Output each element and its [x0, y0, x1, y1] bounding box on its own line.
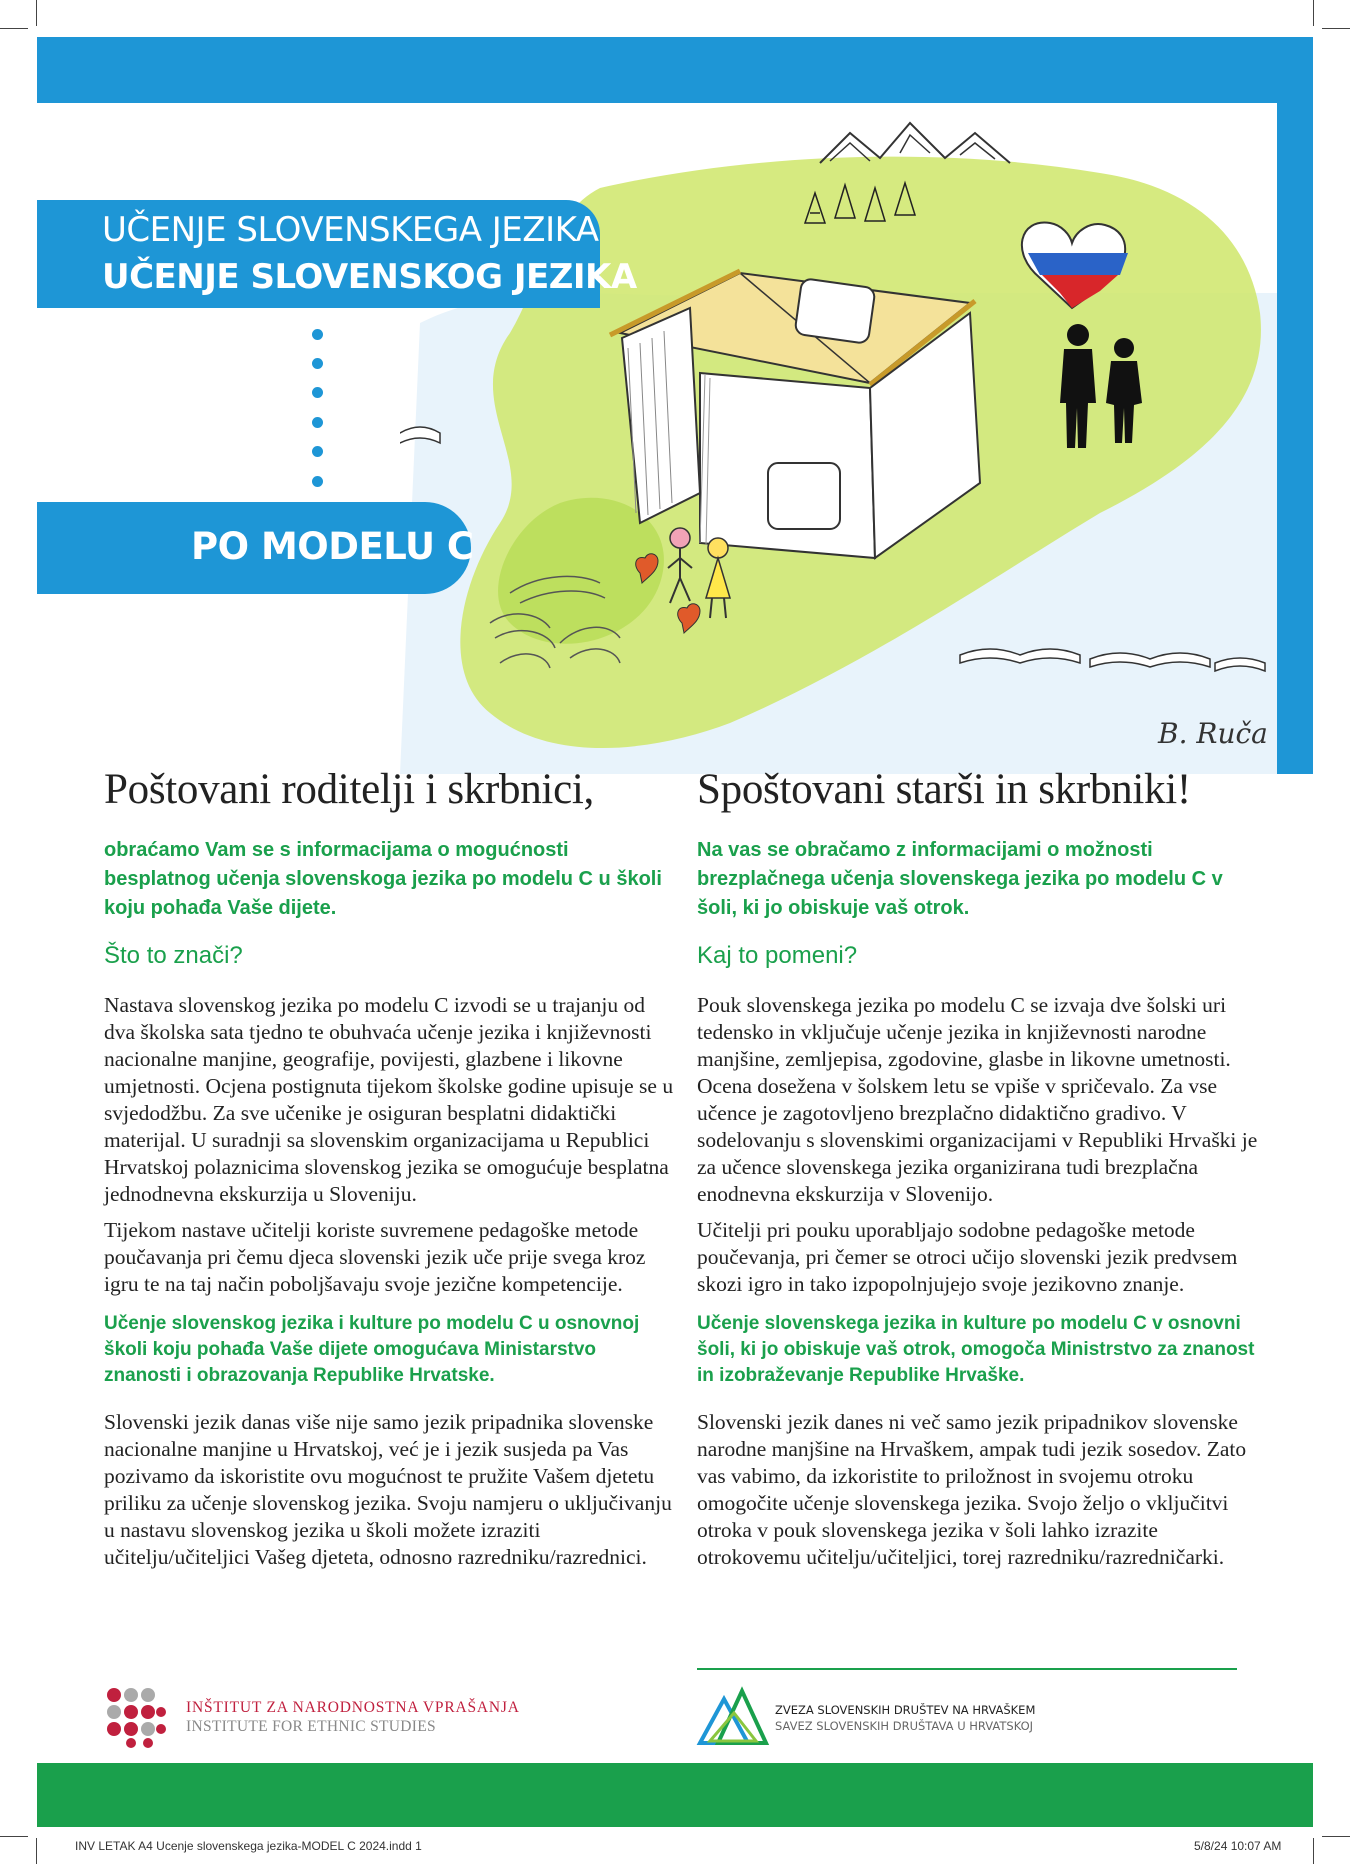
dot [312, 417, 323, 428]
crop-mark [1313, 0, 1314, 26]
intro-croatian: obraćamo Vam se s informacijama o mogućnosti besplatnog učenja slovenskoga jezika po modelu C u školi koju pohađa Vaše dijete. [104, 839, 662, 919]
paragraph-croatian-1: Nastava slovenskog jezika po modelu C izvodi se u trajanju od dva školska sata tjedno te obuhvaća učenje jezika i književnosti nacionalne manjine, geografije, povijesti, glazbene i likovne umjetnosti. Ocjena postignuta tijekom školske godine upisuje se u svjedodžbu. Za sve učenike je osiguran besplatni didaktički materijal. U suradnji sa slovenskim organizacijama u Republici Hrvatskoj polaznicima slovenskog jezika se omogućuje besplatna jednodnevna ekskurzija u Sloveniju. [104, 993, 674, 1206]
paragraph-croatian-2: Tijekom nastave učitelji koriste suvremene pedagoške metode poučavanja pri čemu djeca slovenski jezik uče prije svega kroz igru te na taj način poboljšavaju svoje jezične kompetencije. [104, 1218, 646, 1296]
crop-mark [1313, 1838, 1314, 1864]
greeting-croatian: Poštovani roditelji i skrbnici, [104, 766, 594, 813]
question-croatian: Što to znači? [104, 942, 243, 969]
dot [312, 329, 323, 340]
question-slovene: Kaj to pomeni? [697, 942, 858, 969]
illustration-signature: B. Ruča [1158, 717, 1268, 750]
zveza-name-croatian: SAVEZ SLOVENSKIH DRUŠTAVA U HRVATSKOJ [775, 1719, 1034, 1733]
institute-name-english: INSTITUTE FOR ETHNIC STUDIES [186, 1718, 436, 1735]
paragraph-slovene-1: Pouk slovenskega jezika po modelu C se izvaja dve šolski uri tedensko in vključuje učenje jezika in književnosti narodne manjšine, zemljepisa, zgodovine, glasbe in likovne umetnosti. Ocena dosežena v šolskem letu se vpiše v spričevalo. Za vse učence je zagotovljeno brezplačno didaktično gradivo. V sodelovanju s slovenskimi organizacijami v Republiki Hrvaški je za učence slovenskega jezika organizirana tudi brezplačna enodnevna ekskurzija v Slovenijo. [697, 993, 1258, 1206]
highlight-croatian: Učenje slovenskog jezika i kulture po modelu C u osnovnoj školi koju pohađa Vaše dijete omogućava Ministarstvo znanosti i obrazovanja Republike Hrvatske. [104, 1313, 640, 1386]
right-blue-bar [1277, 37, 1313, 774]
dot [312, 387, 323, 398]
model-box [37, 502, 474, 594]
title-croatian: UČENJE SLOVENSKOG JEZIKA [102, 257, 637, 297]
crop-mark [0, 1836, 28, 1837]
crop-mark [1322, 28, 1350, 29]
top-blue-bar [37, 37, 1313, 103]
title-slovene: UČENJE SLOVENSKEGA JEZIKA [102, 210, 599, 250]
institute-name-slovene: INŠTITUT ZA NARODNOSTNA VPRAŠANJA [186, 1699, 520, 1716]
zveza-logo [696, 1683, 772, 1747]
crop-mark [36, 1838, 37, 1864]
dot [312, 358, 323, 369]
greeting-slovene: Spoštovani starši in skrbniki! [697, 766, 1191, 813]
institute-logo [104, 1685, 168, 1749]
model-label: PO MODELU C [191, 525, 474, 568]
dot [312, 476, 323, 487]
title-box [37, 200, 637, 308]
crop-mark [36, 0, 37, 26]
paragraph-croatian-3: Slovenski jezik danas više nije samo jezik pripadnika slovenske nacionalne manjine u Hrvatskoj, već je i jezik susjeda pa Vas pozivamo da iskoristite ovu mogućnost te pružite Vašem djetetu priliku za učenje slovenskog jezika. Svoju namjeru o uključivanju u nastavu slovenskog jezika u školi možete izraziti učitelju/učiteljici Vašeg djeteta, odnosno razredniku/razrednici. [104, 1410, 672, 1569]
crop-mark [0, 28, 28, 29]
intro-slovene: Na vas se obračamo z informacijami o možnosti brezplačnega učenja slovenskega jezika po modelu C v šoli, ki jo obiskuje vaš otrok. [697, 839, 1223, 919]
dot [312, 446, 323, 457]
print-slug-date: 5/8/24 10:07 AM [1194, 1839, 1282, 1853]
paragraph-slovene-3: Slovenski jezik danes ni več samo jezik pripadnikov slovenske narodne manjšine na Hrvaškem, ampak tudi jezik sosedov. Zato vas vabimo, da izkoristite to priložnost in svojemu otroku omogočite učenje slovenskega jezika. Svojo željo o vključitvi otroka v pouk slovenskega jezika v šoli lahko izrazite otrokovemu učitelju/učiteljici, torej razredniku/razredničarki. [697, 1410, 1247, 1569]
footer-divider [697, 1668, 1237, 1670]
zveza-name-slovene: ZVEZA SLOVENSKIH DRUŠTEV NA HRVAŠKEM [775, 1703, 1036, 1717]
print-slug-file: INV LETAK A4 Ucenje slovenskega jezika-MODEL C 2024.indd 1 [75, 1839, 422, 1853]
left-column [104, 765, 674, 1571]
crop-mark [1322, 1836, 1350, 1837]
highlight-slovene: Učenje slovenskega jezika in kulture po modelu C v osnovni šoli, ki jo obiskuje vaš otrok, omogoča Ministrstvo za znanost in izobraževanje Republike Hrvaške. [697, 1313, 1255, 1386]
bottom-green-bar [37, 1763, 1313, 1827]
right-column [697, 765, 1267, 1571]
paragraph-slovene-2: Učitelji pri pouku uporabljajo sodobne pedagoške metode poučevanja, pri čemer se otroci učijo slovenski jezik predvsem skozi igro in tako izpopolnjujejo svoje jezikovno znanje. [697, 1218, 1238, 1296]
